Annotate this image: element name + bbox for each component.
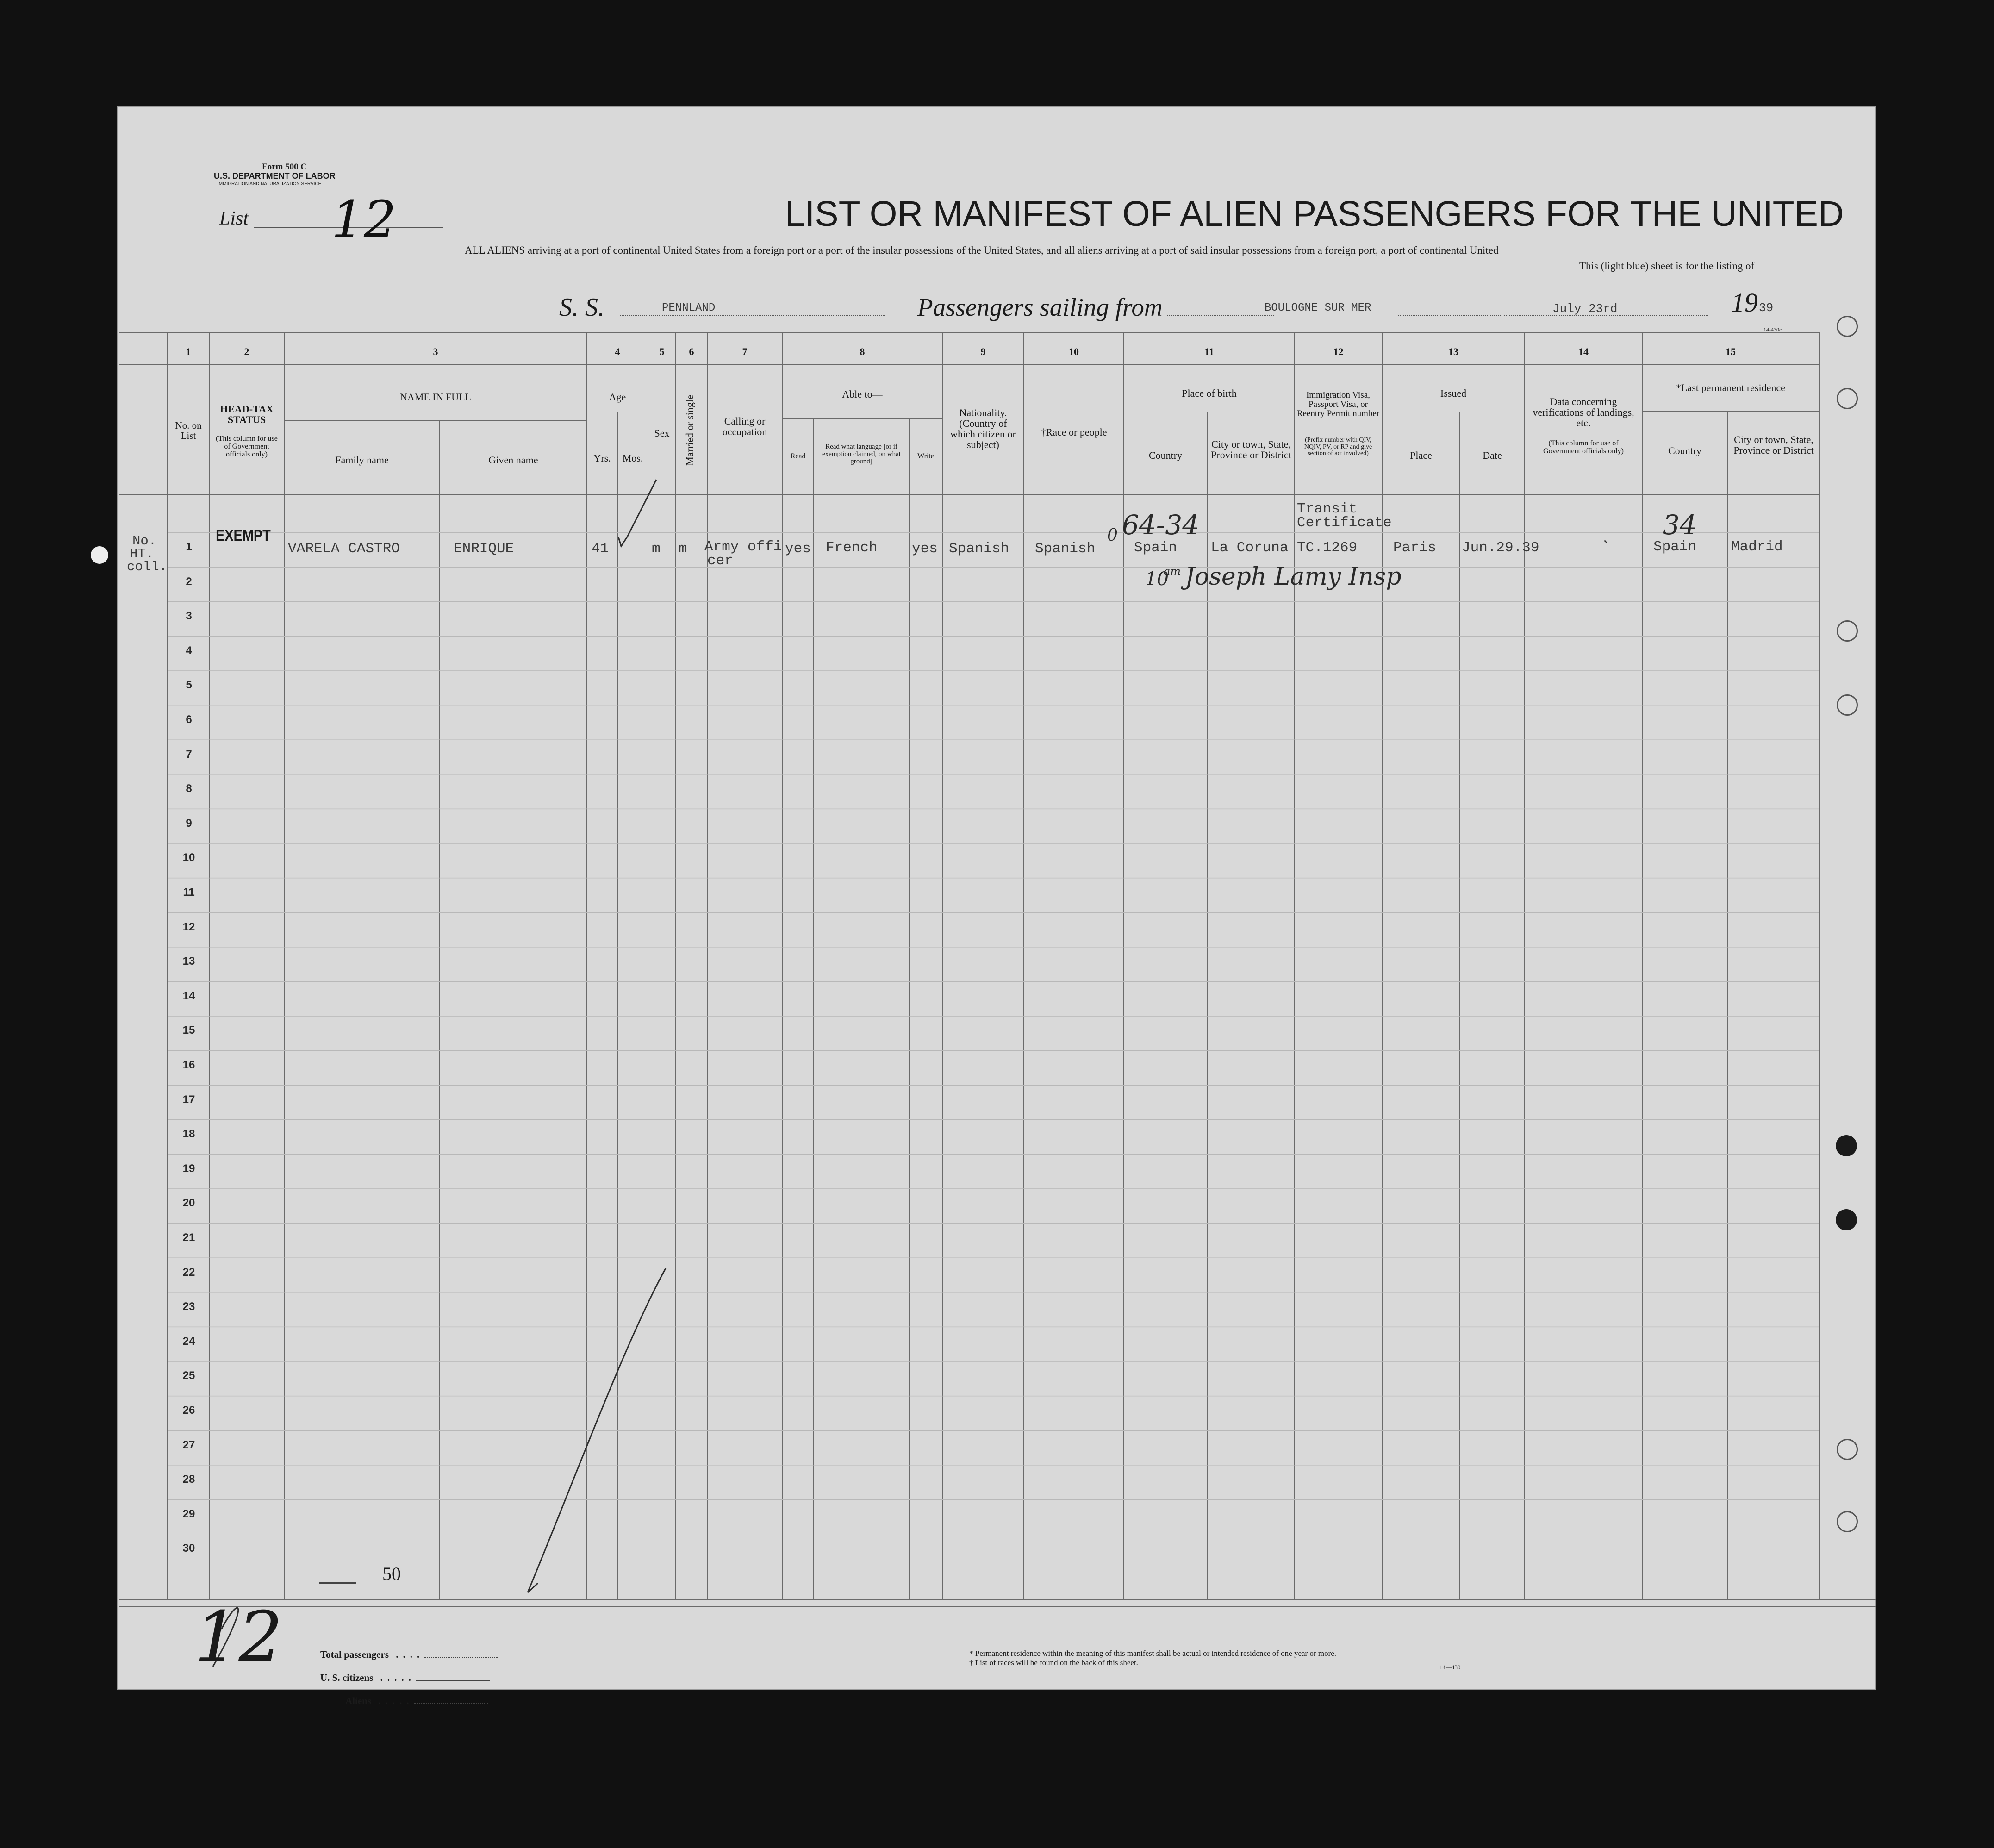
row-number: 14: [182, 989, 195, 1002]
header-write: Write: [917, 452, 934, 460]
subtitle-line-1: ALL ALIENS arriving at a port of continental United States from a foreign port or a port of the insular possessions of the United States, and all aliens arriving at a port of said insular possessions from a foreign port, a port of continental United: [465, 244, 1499, 256]
inspector-signature: Joseph Lamy Insp: [1185, 563, 1402, 591]
footer-us-citizens-label: U. S. citizens: [320, 1672, 374, 1683]
header-yrs: Yrs.: [593, 452, 611, 464]
row-number: 17: [182, 1093, 195, 1106]
row-number: 12: [182, 920, 195, 933]
issued-date-cell: Jun.29.39: [1462, 540, 1539, 556]
col-num-2: 2: [244, 346, 249, 357]
ship-line: [620, 315, 885, 316]
row-number: 22: [182, 1266, 195, 1279]
col-num-9: 9: [980, 346, 986, 357]
header-issued: Issued: [1440, 387, 1467, 399]
circled-list-mark: 12: [194, 1597, 283, 1678]
header-name-in-full: NAME IN FULL: [400, 391, 471, 403]
row-number: 19: [182, 1162, 195, 1175]
row-number: 2: [186, 575, 192, 588]
col-num-7: 7: [742, 346, 748, 357]
occupation-cell-2: cer: [707, 553, 733, 569]
header-read-language: Read what language [or if exemption claimed, on what ground]: [822, 443, 901, 465]
header-calling: Calling or occupation: [722, 415, 767, 438]
header-race: †Race or people: [1041, 426, 1107, 438]
row-number: 4: [186, 644, 192, 657]
department: U.S. DEPARTMENT OF LABOR: [214, 171, 336, 181]
footer-total-passengers: Total passengers ....: [320, 1649, 498, 1661]
footer-note-races: † List of races will be found on the back of this sheet.: [969, 1658, 1138, 1667]
family-name-cell: VARELA CASTRO: [288, 541, 400, 557]
prefix-mark: 0: [1107, 526, 1118, 545]
margin-note-1: No.: [132, 533, 157, 549]
row-number: 18: [182, 1128, 195, 1141]
residence-code-annotation: 34: [1663, 509, 1697, 541]
year-suffix: 39: [1759, 301, 1774, 315]
head-tax-stamp: EXEMPT: [216, 527, 271, 544]
nationality-cell: Spanish: [949, 541, 1009, 557]
col-num-13: 13: [1448, 346, 1458, 357]
form-corner-code: 14-430c: [1763, 326, 1782, 333]
inspector-note-number: 10: [1145, 568, 1169, 590]
col-num-8: 8: [860, 346, 865, 357]
header-no-on-list: No. on List: [175, 420, 202, 442]
col-num-6: 6: [689, 346, 694, 357]
bottom-count: 50: [382, 1563, 401, 1584]
header-married: Married or single: [684, 395, 696, 466]
row-number: 1: [186, 541, 192, 553]
header-nationality: Nationality. (Country of which citizen or subject): [950, 407, 1016, 451]
port-line: [1167, 315, 1274, 316]
header-given-name: Given name: [488, 454, 538, 466]
race-cell: Spanish: [1035, 541, 1096, 557]
port-line-2: [1398, 315, 1502, 316]
col-num-10: 10: [1069, 346, 1079, 357]
header-issued-date: Date: [1483, 450, 1502, 461]
bottom-dash: [319, 1582, 356, 1584]
footer-aliens-label: Aliens: [345, 1695, 372, 1706]
col-num-12: 12: [1333, 346, 1344, 357]
row-number: 24: [182, 1335, 195, 1348]
header-issued-place: Place: [1410, 450, 1432, 461]
sex-cell: m: [652, 541, 661, 557]
subtitle-line-2: This (light blue) sheet is for the listing of: [1579, 260, 1755, 272]
row-number: 10: [182, 851, 195, 864]
service: IMMIGRATION AND NATURALIZATION SERVICE: [218, 181, 322, 187]
margin-note-2: HT.: [130, 546, 154, 562]
row-number: 8: [186, 782, 192, 795]
header-verifications: Data concerning verifications of landings, etc.: [1533, 396, 1634, 429]
footer-form-code: 14—430: [1439, 1664, 1461, 1671]
col-num-15: 15: [1726, 346, 1736, 357]
row-number: 15: [182, 1024, 195, 1037]
header-family-name: Family name: [335, 454, 389, 466]
row-number: 3: [186, 610, 192, 623]
header-visa-note: (Prefix number with QIV, NQIV, PV, or RP and give section of act involved): [1304, 437, 1372, 457]
header-birth-city: City or town, State, Province or District: [1211, 438, 1291, 461]
departure-port: BOULOGNE SUR MER: [1265, 302, 1371, 314]
header-birth-country: Country: [1148, 450, 1183, 461]
language-cell: French: [826, 540, 878, 556]
given-name-cell: ENRIQUE: [454, 541, 514, 557]
birth-code-annotation: 64-34: [1122, 509, 1200, 541]
header-head-tax: HEAD-TAX STATUS: [220, 403, 274, 426]
col-num-14: 14: [1578, 346, 1589, 357]
row-number: 28: [182, 1473, 195, 1486]
sailing-label: Passengers sailing from: [917, 293, 1163, 321]
footer-aliens: Aliens .....: [345, 1695, 488, 1707]
footer-note-residence: * Permanent residence within the meaning of this manifest shall be actual or intended residence of one year or more.: [969, 1649, 1337, 1658]
write-cell: yes: [912, 541, 938, 557]
row-number: 20: [182, 1197, 195, 1210]
visa-cell-1: Transit: [1297, 501, 1358, 517]
row-number: 26: [182, 1404, 195, 1417]
residence-city-cell: Madrid: [1731, 539, 1783, 555]
row-number: 30: [182, 1542, 195, 1555]
read-cell: yes: [785, 541, 811, 557]
header-read: Read: [790, 452, 806, 460]
occupation-cell-1: Army offi: [704, 539, 782, 555]
visa-cell-3: TC.1269: [1297, 540, 1358, 556]
row-number: 13: [182, 955, 195, 968]
row-number: 6: [186, 713, 192, 726]
margin-note-3: coll.: [127, 559, 168, 574]
col-num-1: 1: [186, 346, 191, 357]
header-visa: Immigration Visa, Passport Visa, or Reentry Permit number: [1296, 390, 1380, 418]
married-cell: m: [679, 541, 687, 557]
col-num-4: 4: [615, 346, 620, 357]
ss-label: S. S.: [559, 293, 604, 322]
issued-place-cell: Paris: [1393, 540, 1437, 556]
header-head-tax-note: (This column for use of Government officials only): [216, 435, 278, 458]
header-age: Age: [609, 391, 626, 403]
manifest-title: LIST OR MANIFEST OF ALIEN PASSENGERS FOR THE UNITED: [785, 194, 1844, 234]
row-number: 5: [186, 679, 192, 692]
list-number: 12: [331, 190, 396, 249]
row-number: 9: [186, 817, 192, 830]
header-mos: Mos.: [622, 452, 643, 464]
footer-total-passengers-label: Total passengers: [320, 1649, 389, 1660]
header-res-country: Country: [1668, 445, 1702, 456]
year-prefix: 19: [1731, 287, 1758, 318]
col-num-5: 5: [659, 346, 665, 357]
residence-country-cell: Spain: [1653, 539, 1697, 555]
col-num-11: 11: [1204, 346, 1214, 357]
age-years-cell: 41: [592, 541, 609, 557]
row-number: 11: [183, 886, 195, 899]
header-residence: *Last permanent residence: [1676, 382, 1785, 393]
header-res-city: City or town, State, Province or District: [1733, 434, 1814, 456]
footer-us-citizens: U. S. citizens .....: [320, 1672, 490, 1684]
ship-name: PENNLAND: [662, 302, 716, 314]
row-number: 21: [182, 1231, 195, 1244]
birth-country-cell: Spain: [1134, 540, 1178, 556]
header-place-of-birth: Place of birth: [1182, 387, 1237, 399]
col-num-3: 3: [433, 346, 438, 357]
birth-city-cell: La Coruna: [1211, 540, 1289, 556]
visa-cell-2: Certificate: [1297, 515, 1392, 531]
row-number: 27: [182, 1438, 195, 1451]
header-sex: Sex: [654, 427, 670, 439]
row-number: 25: [182, 1369, 195, 1382]
header-able-to: Able to—: [842, 388, 883, 400]
header-verifications-note: (This column for use of Government officials only): [1543, 439, 1624, 455]
row-number: 16: [182, 1059, 195, 1071]
list-label: List: [219, 208, 249, 229]
row-number: 7: [186, 748, 192, 761]
row-number: 23: [182, 1300, 195, 1313]
verification-tick: ˎ: [1602, 523, 1609, 544]
sailing-date: July 23rd: [1552, 302, 1618, 316]
row-number: 29: [182, 1507, 195, 1520]
form-number: Form 500 C: [262, 162, 307, 172]
inspector-note-sup: am: [1164, 565, 1181, 578]
